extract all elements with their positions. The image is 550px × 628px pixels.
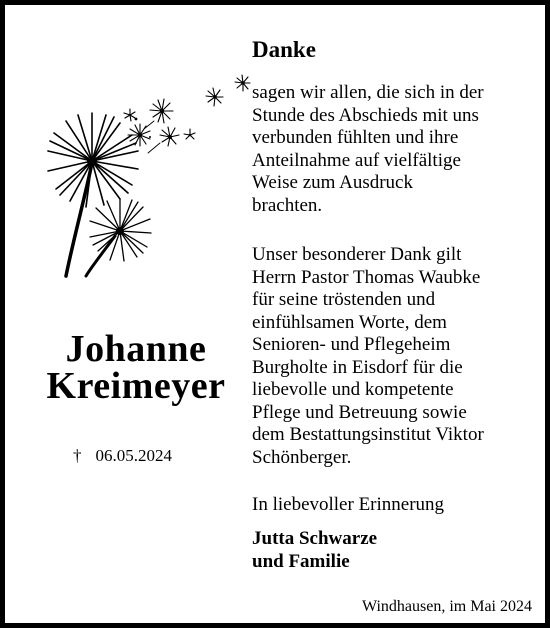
text-line: Schönberger. (252, 446, 352, 468)
text-line: liebevolle und kompetente (252, 379, 454, 400)
deceased-name (10, 328, 262, 407)
text-line: Burgholte in Eisdorf für die (252, 356, 463, 378)
closing-phrase: In liebevoller Erinnerung (252, 494, 445, 515)
text-line: Pflege und Betreuung sowie (252, 401, 467, 423)
place-and-date: Windhausen, im Mai 2024 (362, 598, 532, 615)
deceased-first-name: Johanne (65, 328, 207, 370)
thanks-paragraph-2 (252, 244, 544, 469)
text-line: Weise zum Ausdruck (252, 172, 413, 193)
text-line: dem Bestattungsinstitut Viktor (252, 424, 484, 445)
text-line: brachten. (252, 194, 323, 216)
death-date-line (10, 445, 235, 467)
dandelion-icon (40, 71, 255, 283)
text-line: für seine tröstenden und (252, 289, 436, 310)
text-line: sagen wir allen, die sich in der (252, 82, 484, 103)
text-line: Senioren- und Pflegeheim (252, 334, 451, 355)
signers (252, 527, 377, 573)
text-line: Unser besonderer Dank gilt (252, 244, 462, 265)
death-date: 06.05.2024 (95, 446, 172, 465)
thanks-paragraph-1 (252, 82, 544, 217)
signer-name: Jutta Schwarze (252, 528, 378, 549)
notice-title: Danke (252, 37, 316, 62)
text-line: Anteilnahme auf vielfältige (252, 149, 461, 171)
cross-icon: † (73, 446, 82, 465)
text-line: einfühlsamen Worte, dem (252, 311, 447, 333)
text-line: Herrn Pastor Thomas Waubke (252, 266, 481, 288)
signer-family: und Familie (252, 551, 350, 572)
deceased-last-name: Kreimeyer (46, 365, 226, 407)
text-line: Stunde des Abschieds mit uns (252, 104, 479, 126)
text-line: verbunden fühlten und ihre (252, 127, 459, 148)
